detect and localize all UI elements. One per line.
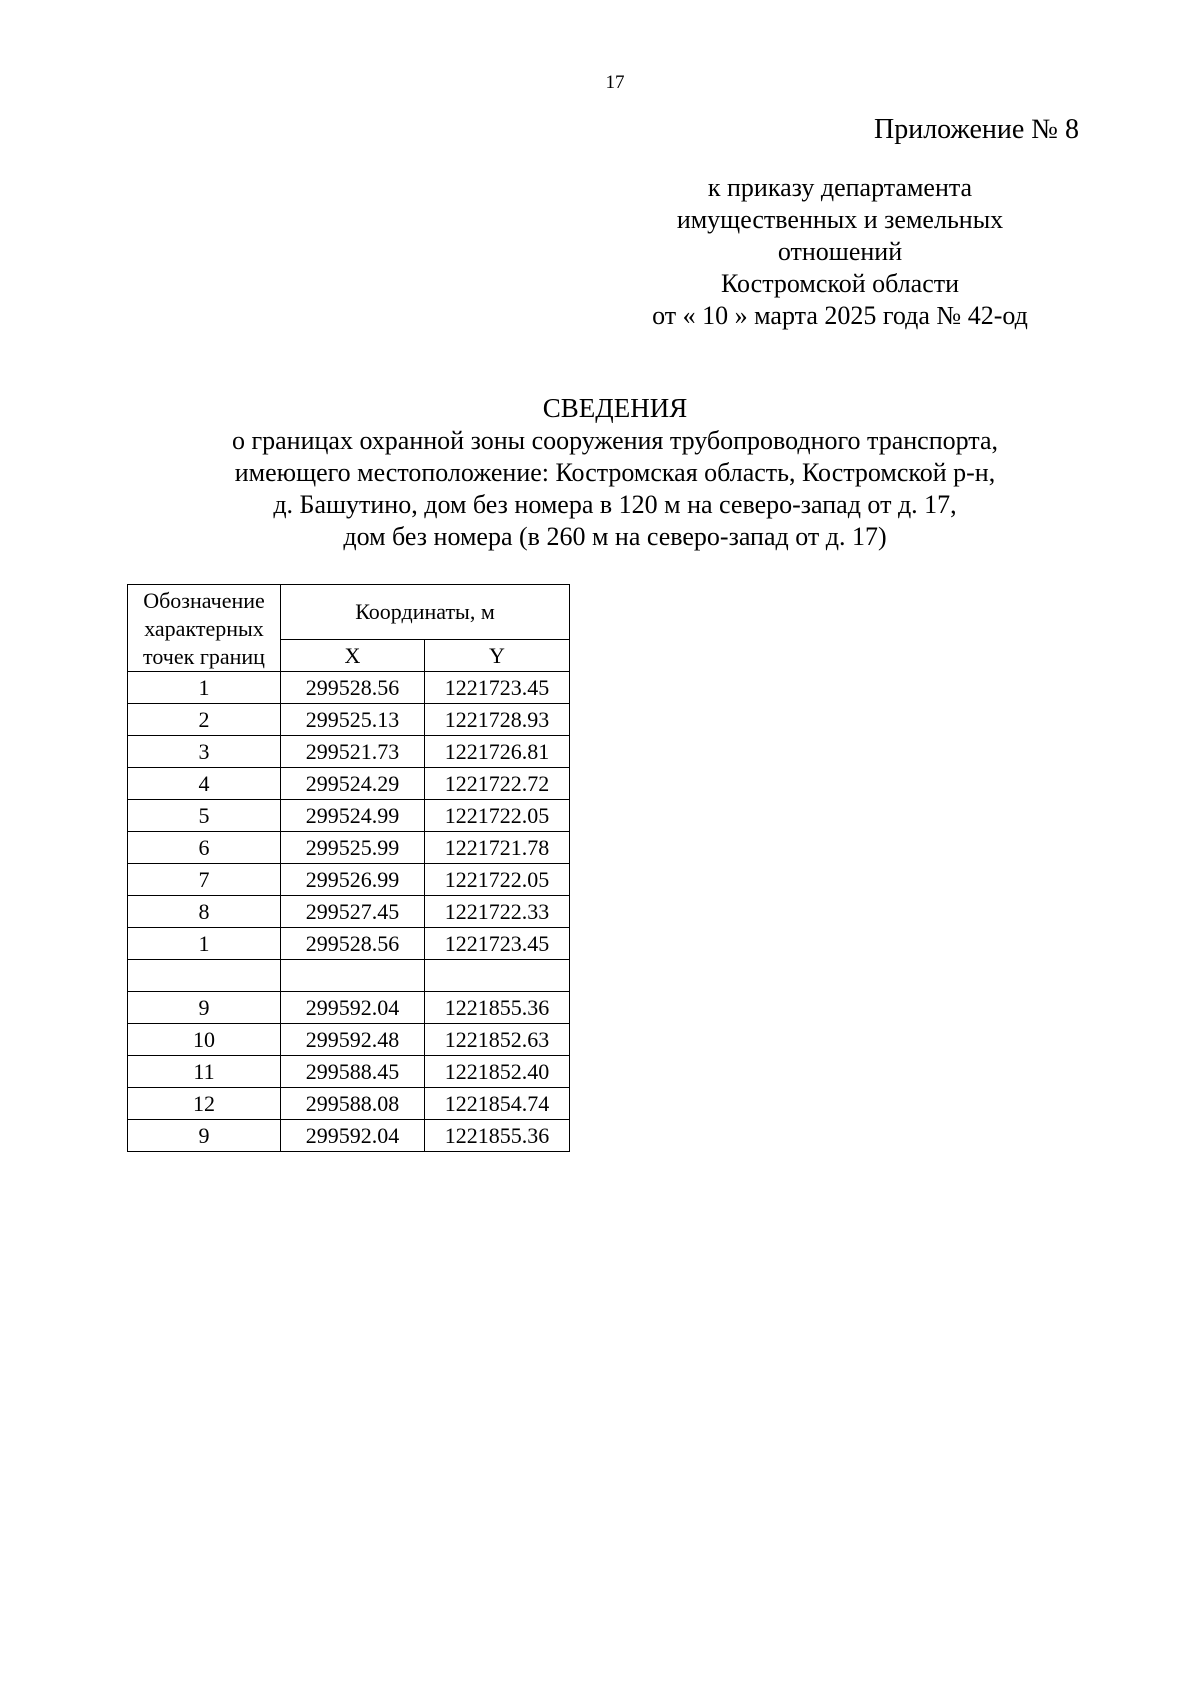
x-column-header: X (281, 640, 425, 672)
table-row (128, 864, 570, 896)
table-row (128, 1088, 570, 1120)
y-coordinate-cell: 1221722.05 (425, 800, 570, 832)
point-cell: 11 (128, 1056, 281, 1088)
order-date-line: от « 10 » марта 2025 года № 42-од (652, 301, 1028, 330)
x-coordinate-cell: 299526.99 (281, 864, 425, 896)
table-row (128, 832, 570, 864)
table-row (128, 1120, 570, 1152)
point-cell: 10 (128, 1024, 281, 1056)
x-coordinate-cell: 299521.73 (281, 736, 425, 768)
x-coordinate-cell: 299525.13 (281, 704, 425, 736)
point-cell: 1 (128, 672, 281, 704)
points-header-line: Обозначение (143, 588, 265, 613)
table-row (128, 928, 570, 960)
point-cell: 5 (128, 800, 281, 832)
point-cell (128, 960, 281, 992)
table-row (128, 704, 570, 736)
x-coordinate-cell: 299588.08 (281, 1088, 425, 1120)
page-number: 17 (605, 72, 625, 93)
x-coordinate-cell: 299525.99 (281, 832, 425, 864)
y-coordinate-cell: 1221855.36 (425, 992, 570, 1024)
table-row (128, 896, 570, 928)
y-coordinate-cell: 1221722.33 (425, 896, 570, 928)
point-cell: 12 (128, 1088, 281, 1120)
points-header-line: точек границ (143, 644, 265, 669)
x-coordinate-cell: 299588.45 (281, 1056, 425, 1088)
y-coordinate-cell: 1221854.74 (425, 1088, 570, 1120)
y-column-header: Y (425, 640, 570, 672)
y-coordinate-cell: 1221726.81 (425, 736, 570, 768)
document-title: СВЕДЕНИЯ (542, 393, 688, 423)
x-coordinate-cell: 299524.99 (281, 800, 425, 832)
order-reference (620, 172, 1060, 332)
x-coordinate-cell: 299528.56 (281, 928, 425, 960)
document-subtitle-line: дом без номера (в 260 м на северо-запад от д. 17) (343, 522, 887, 551)
point-cell: 9 (128, 1120, 281, 1152)
point-cell: 6 (128, 832, 281, 864)
y-coordinate-cell: 1221852.63 (425, 1024, 570, 1056)
x-coordinate-cell: 299592.04 (281, 1120, 425, 1152)
point-cell: 2 (128, 704, 281, 736)
table-row (128, 992, 570, 1024)
appendix-number: Приложение № 8 (874, 114, 1079, 145)
point-cell: 1 (128, 928, 281, 960)
y-coordinate-cell: 1221722.72 (425, 768, 570, 800)
document-heading (0, 391, 1200, 553)
order-line: к приказу департамента (707, 173, 973, 202)
document-subtitle-line: о границах охранной зоны сооружения трубопроводного транспорта, (231, 426, 999, 455)
point-cell: 9 (128, 992, 281, 1024)
table-row (128, 1056, 570, 1088)
x-coordinate-cell: 299592.04 (281, 992, 425, 1024)
table-row (128, 800, 570, 832)
coordinates-table (127, 584, 570, 1152)
x-coordinate-cell (281, 960, 425, 992)
point-cell: 8 (128, 896, 281, 928)
points-header-line: характерных (144, 616, 264, 641)
coordinates-column-header: Координаты, м (281, 585, 570, 640)
y-coordinate-cell: 1221723.45 (425, 928, 570, 960)
table-row (128, 672, 570, 704)
y-coordinate-cell: 1221723.45 (425, 672, 570, 704)
order-line: отношений (777, 237, 903, 266)
x-coordinate-cell: 299528.56 (281, 672, 425, 704)
y-coordinate-cell: 1221722.05 (425, 864, 570, 896)
table-header-row (128, 585, 570, 640)
y-coordinate-cell: 1221852.40 (425, 1056, 570, 1088)
document-subtitle-line: имеющего местоположение: Костромская область, Костромской р-н, (234, 458, 996, 487)
y-coordinate-cell: 1221855.36 (425, 1120, 570, 1152)
y-coordinate-cell: 1221728.93 (425, 704, 570, 736)
order-line: Костромской области (720, 269, 960, 298)
y-coordinate-cell (425, 960, 570, 992)
point-cell: 3 (128, 736, 281, 768)
table-row (128, 768, 570, 800)
table-row (128, 736, 570, 768)
x-coordinate-cell: 299524.29 (281, 768, 425, 800)
table-row (128, 960, 570, 992)
order-line: имущественных и земельных (676, 205, 1004, 234)
y-coordinate-cell: 1221721.78 (425, 832, 570, 864)
x-coordinate-cell: 299527.45 (281, 896, 425, 928)
document-subtitle-line: д. Башутино, дом без номера в 120 м на северо-запад от д. 17, (273, 490, 957, 519)
point-cell: 4 (128, 768, 281, 800)
points-column-header (128, 585, 281, 672)
point-cell: 7 (128, 864, 281, 896)
x-coordinate-cell: 299592.48 (281, 1024, 425, 1056)
table-row (128, 1024, 570, 1056)
